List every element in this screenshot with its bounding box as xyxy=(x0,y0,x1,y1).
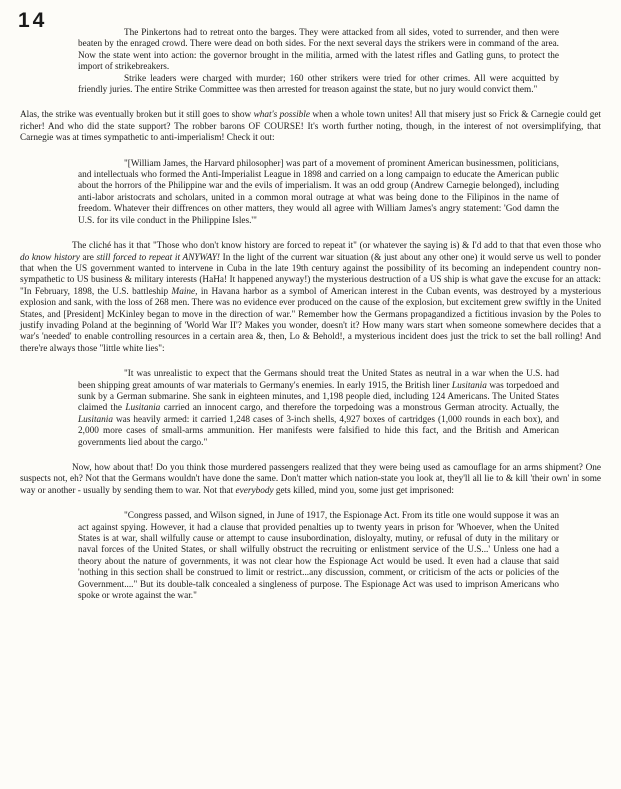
body-paragraph: Now, how about that! Do you think those murdered passengers realized that they were being used as camouflage for an arms shipment? One suspects not, eh? Not that the Germans wouldn't have done the same. Don't matter which nation-state you look at, they'll all lie to & kill 'their own' in some way or another - usually by sending them to war. Not that everybody gets killed, mind you, some just get imprisoned: xyxy=(20,463,601,496)
body-text xyxy=(20,241,601,355)
quote-paragraph: "[William James, the Harvard philosopher] was part of a movement of prominent American businessmen, politicians, and intellectuals who formed the Anti-Imperialist League in 1898 and carried on a long campaign to educate the American public about the horrors of the Philippine war and the evils of imperialism. It was an odd group (Andrew Carnegie belonged), including anti-labor aristocrats and scholars, united in a common moral outrage at what was being done to the Filipinos in the name of freedom. Whatever their diffrences on other matters, they would all agree with William James's angry statement: 'God damn the U.S. for its vile conduct in the Philippine Isles.'" xyxy=(78,158,559,226)
body-text xyxy=(20,463,601,497)
body-text xyxy=(20,110,601,144)
quote-lusitania xyxy=(78,369,559,449)
page-number: 14 xyxy=(18,9,48,32)
quote-anti-imperialist xyxy=(78,159,559,227)
quote-paragraph: The Pinkertons had to retreat onto the barges. They were attacked from all sides, voted to surrender, and then were beaten by the enraged crowd. There were dead on both sides. For the next several days the strikers were in command of the area. Now the state went into action: the governor brought in the militia, armed with the latest rifles and Gatling guns, to protect the import of strikebreakers. xyxy=(78,28,559,73)
quote-paragraph: Strike leaders were charged with murder; 160 other strikers were tried for other crimes. All were acquitted by friendly juries. The entire Strike Committee was then arrested for treason against the state, but no jury would convict them." xyxy=(78,73,559,96)
body-paragraph: Alas, the strike was eventually broken but it still goes to show what's possible when a whole town unites! All that misery just so Frick & Carnegie could get richer! And who did the state support? The robber barons OF COURSE! It's worth further noting, though, in the interest of not oversimplifying, that Carnegie was at times sympathetic to anti-imperialism! Check it out: xyxy=(20,110,601,144)
quote-espionage-act xyxy=(78,511,559,602)
quote-homestead xyxy=(78,8,559,96)
body-paragraph: The cliché has it that "Those who don't know history are forced to repeat it" (or whatever the saying is) & I'd add to that that even those who do know history are still forced to repeat it ANYWAY! In the light of the current war situation (& just about any other one) it would serve us well to ponder that when the US government wanted to intervene in Cuba in the late 19th century against the possibility of its becoming an independent country non-sympathetic to US business & military interests (HaHa! It happened anyway!) the mysterious destruction of a US ship is what gave the excuse for an attack: "In February, 1898, the U.S. battleship Maine, in Havana harbor as a symbol of American interest in the Cuban events, was destroyed by a mysterious explosion and sank, with the loss of 268 men. There was no evidence ever produced on the cause of the explosion, but excitement grew swiftly in the United States, and [President] McKinley began to move in the direction of war." Remember how the Germans propagandized a fictitious invasion by the Poles to justify invading Poland at the beginning of 'World War II'? Makes you wonder, doesn't it? How many wars start when someone somewhere decides that a war's 'needed' to enable controlling resources in a certain area &, then, Lo & Behold!, a mysterious incident does just the trick to set the ball rolling! And there're always those "little white lies": xyxy=(20,241,601,354)
quote-paragraph: "Congress passed, and Wilson signed, in June of 1917, the Espionage Act. From its title one would suppose it was an act against spying. However, it had a clause that provided penalties up to twenty years in prison for 'Whoever, when the United States is at war, shall wilfully cause or attempt to cause insubordination, disloyalty, mutiny, or refusal of duty in the military or naval forces of the United States, or shall wilfully obstruct the recruiting or enlistment service of the U.S...' Unless one had a theory about the nature of governments, it was not clear how the Espionage Act would be used. It even had a clause that said 'nothing in this section shall be construed to limit or restrict...any discussion, comment, or criticism of the acts or policies of the Government...." But its double-talk concealed a singleness of purpose. The Espionage Act was used to imprison Americans who spoke or wrote against the war." xyxy=(78,511,559,602)
quote-paragraph: "It was unrealistic to expect that the Germans should treat the United States as neutral in a war when the U.S. had been shipping great amounts of war materials to Germany's enemies. In early 1915, the British liner Lusitania was torpedoed and sunk by a German submarine. She sank in eighteen minutes, and 1,198 people died, including 124 Americans. The United States claimed the Lusitania carried an innocent cargo, and therefore the torpedoing was a monstrous German atrocity. Actually, the Lusitania was heavily armed: it carried 1,248 cases of 3-inch shells, 4,927 boxes of cartridges (1,000 rounds in each box), and 2,000 more cases of small-arms ammunition. Her manifests were falsified to hide this fact, and the British and American governments lied about the cargo." xyxy=(78,369,559,448)
